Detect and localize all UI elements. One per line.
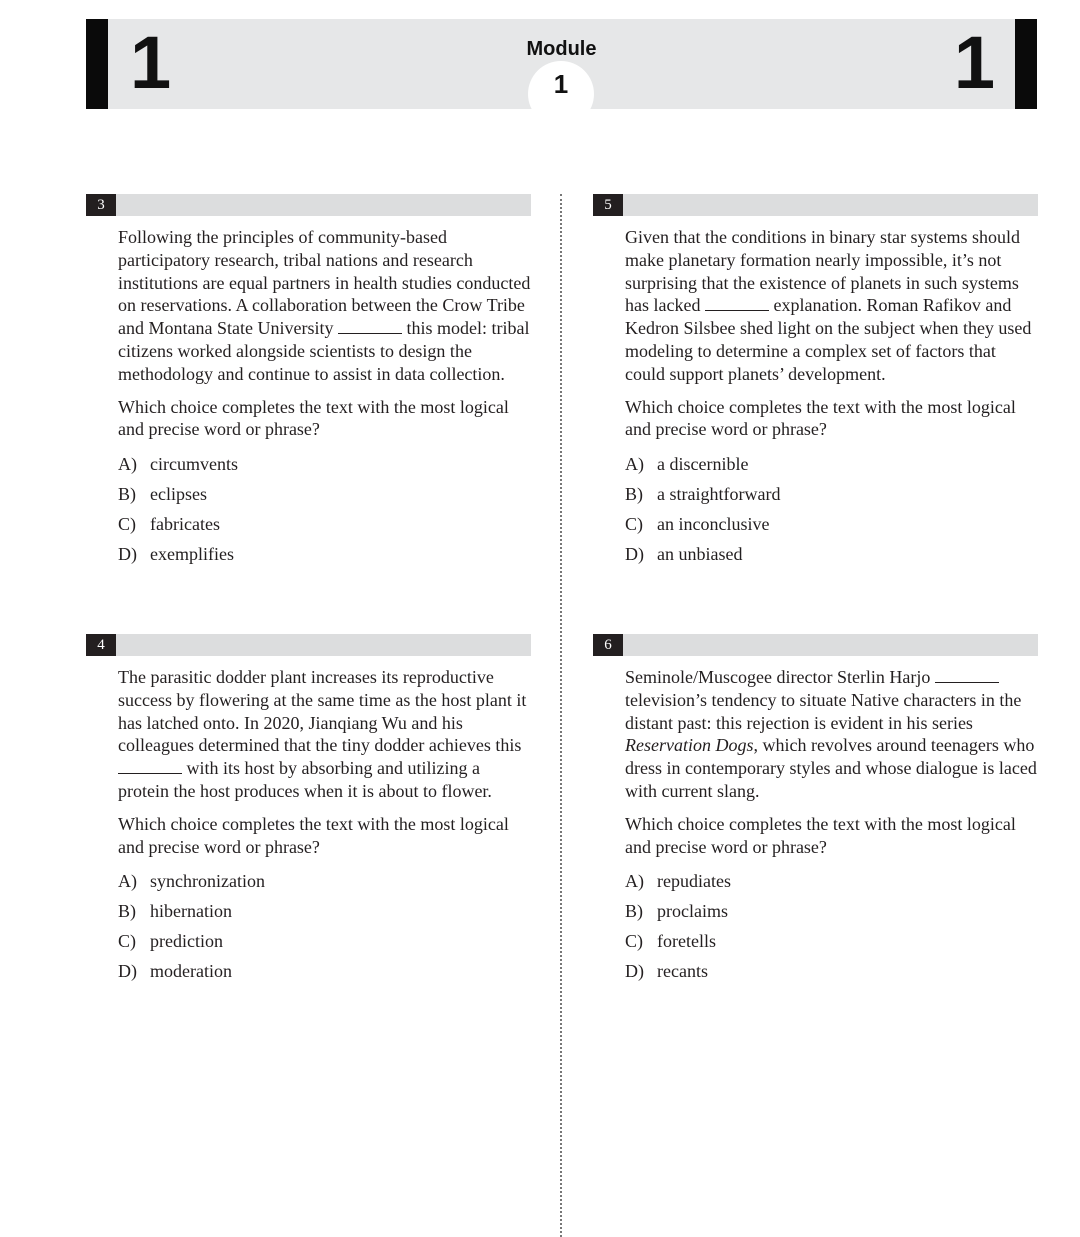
question-prompt: Which choice completes the text with the most logical and precise word or phrase? <box>118 396 509 440</box>
question-6 <box>593 634 1038 990</box>
header-left-bar <box>86 19 108 109</box>
question-header-bar <box>86 634 531 656</box>
choice-b[interactable]: B) hibernation <box>118 901 232 922</box>
choice-c[interactable]: C) prediction <box>118 931 223 952</box>
section-number-right: 1 <box>953 21 995 104</box>
question-prompt: Which choice completes the text with the most logical and precise word or phrase? <box>118 813 509 857</box>
module-label: Module <box>526 38 597 60</box>
passage: The parasitic dodder plant increases its reproductive success by flowering at the same time as the host plant it has latched onto. In 2020, Jianqiang Wu and his colleagues determined that the tiny dodder achieves this with its host by absorbing and utilizing a protein the host produces when it is about to flower. <box>118 667 527 801</box>
question-header-bar <box>593 634 1038 656</box>
choice-b[interactable]: B) eclipses <box>118 484 207 505</box>
question-header-bar <box>86 194 531 216</box>
module-number-badge <box>528 61 594 127</box>
choice-d[interactable]: D) an unbiased <box>625 544 743 565</box>
question-prompt: Which choice completes the text with the most logical and precise word or phrase? <box>625 396 1016 440</box>
answer-blank <box>118 759 182 774</box>
passage: Following the principles of community-based participatory research, tribal nations and research institutions are equal partners in health studies conducted on reservations. A collaboration between the Crow Tribe and Montana State University this model: tribal citizens worked alongside scientists to design the methodology and continue to assist in data collection. <box>118 227 531 384</box>
choice-b[interactable]: B) proclaims <box>625 901 728 922</box>
choice-c[interactable]: C) an inconclusive <box>625 514 770 535</box>
choice-d[interactable]: D) exemplifies <box>118 544 234 565</box>
question-number: 6 <box>593 634 623 656</box>
passage: Seminole/Muscogee director Sterlin Harjo television’s tendency to situate Native characters in the distant past: this rejection is evident in his series Reservation Dogs, which revolves around teenagers who dress in contemporary styles and whose dialogue is laced with current slang. <box>625 667 1037 801</box>
question-number: 3 <box>86 194 116 216</box>
choice-d[interactable]: D) recants <box>625 961 708 982</box>
module-header <box>86 19 1037 109</box>
passage: Given that the conditions in binary star systems should make planetary formation nearly impossible, it’s not surprising that the existence of planets in such systems has lacked explanation. Roman Rafikov and Kedron Silsbee shed light on the subject when they used modeling to determine a complex set of factors that could support planets’ development. <box>625 227 1032 384</box>
answer-choices <box>118 870 533 982</box>
answer-blank <box>338 319 402 334</box>
choice-d[interactable]: D) moderation <box>118 961 232 982</box>
header-right-bar <box>1015 19 1037 109</box>
choice-c[interactable]: C) fabricates <box>118 514 220 535</box>
section-number-left: 1 <box>130 21 172 104</box>
choice-a[interactable]: A) a discernible <box>625 454 749 475</box>
choice-a[interactable]: A) synchronization <box>118 871 265 892</box>
choice-a[interactable]: A) circumvents <box>118 454 238 475</box>
answer-blank <box>705 296 769 311</box>
answer-choices <box>118 453 533 565</box>
answer-choices <box>625 870 1040 982</box>
question-header-bar <box>593 194 1038 216</box>
question-4 <box>86 634 531 990</box>
question-3 <box>86 194 531 573</box>
choice-b[interactable]: B) a straightforward <box>625 484 781 505</box>
question-prompt: Which choice completes the text with the most logical and precise word or phrase? <box>625 813 1016 857</box>
question-number: 5 <box>593 194 623 216</box>
answer-blank <box>935 668 999 683</box>
choice-a[interactable]: A) repudiates <box>625 871 731 892</box>
series-title: Reservation Dogs <box>625 735 754 756</box>
module-number: 1 <box>553 69 569 99</box>
question-5 <box>593 194 1038 573</box>
column-divider <box>560 194 562 1237</box>
answer-choices <box>625 453 1040 565</box>
question-number: 4 <box>86 634 116 656</box>
choice-c[interactable]: C) foretells <box>625 931 716 952</box>
